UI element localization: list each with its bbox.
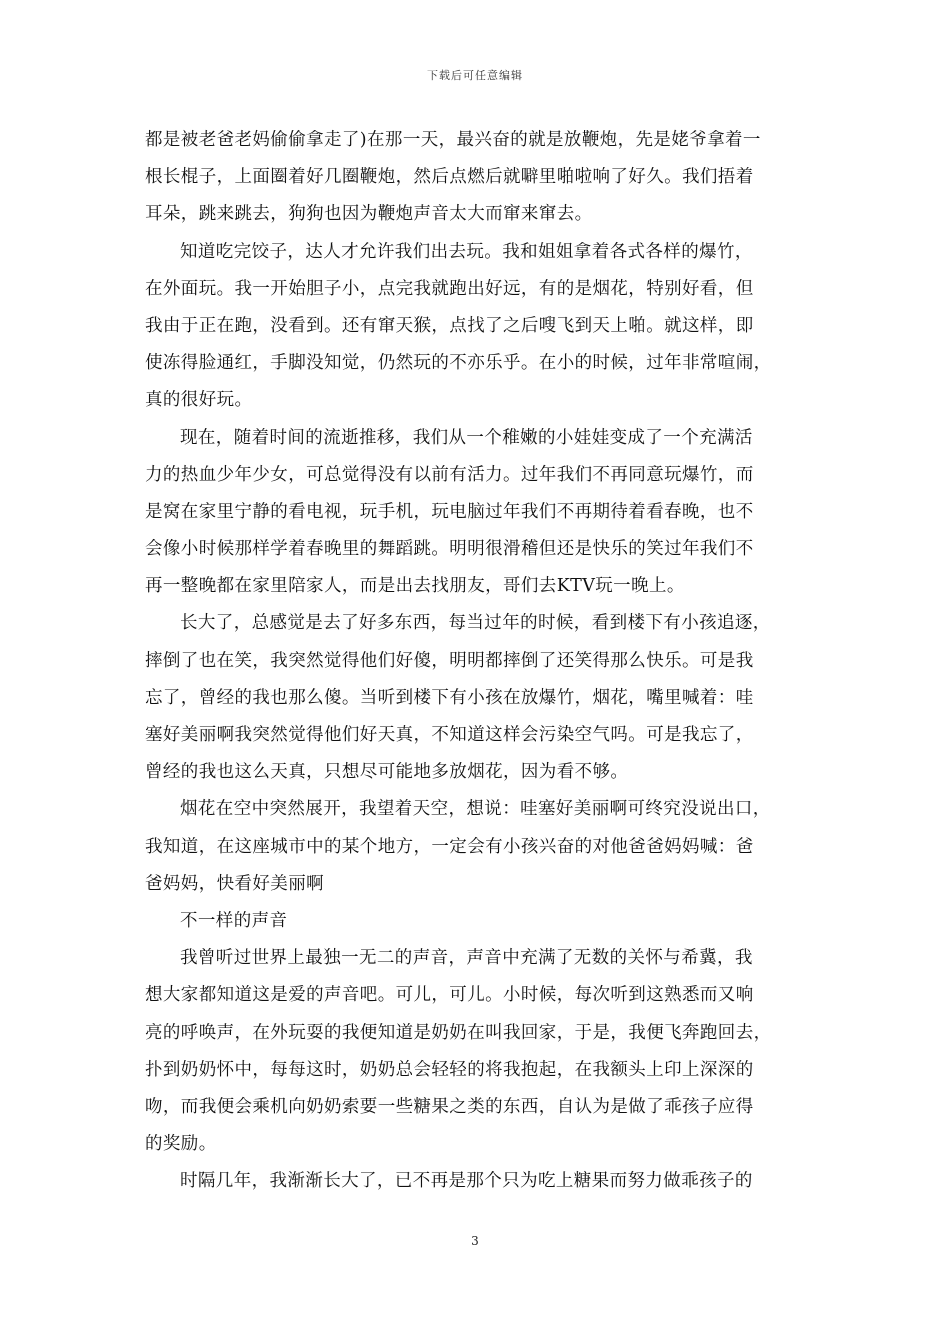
text-line: 吻，而我便会乘机向奶奶索要一些糖果之类的东西，自认为是做了乖孩子应得 <box>145 1096 754 1117</box>
page-number: 3 <box>471 1234 479 1248</box>
text-line: 现在，随着时间的流逝推移，我们从一个稚嫩的小娃娃变成了一个充满活 <box>180 427 753 448</box>
text-line: 力的热血少年少女，可总觉得没有以前有活力。过年我们不再同意玩爆竹，而 <box>145 464 754 485</box>
document-body <box>145 122 825 1200</box>
text-line: 亮的呼唤声，在外玩耍的我便知道是奶奶在叫我回家，于是，我便飞奔跑回去， <box>145 1022 772 1043</box>
text-line: 知道吃完饺子，达人才允许我们出去玩。我和姐姐拿着各式各样的爆竹， <box>180 241 753 262</box>
text-line: 耳朵，跳来跳去，狗狗也因为鞭炮声音太大而窜来窜去。 <box>145 204 593 225</box>
text-line: 曾经的我也这么天真，只想尽可能地多放烟花，因为看不够。 <box>145 762 629 783</box>
text-line: 使冻得脸通红，手脚没知觉，仍然玩的不亦乐乎。在小的时候，过年非常喧闹， <box>145 353 772 374</box>
text-line: 根长棍子，上面圈着好几圈鞭炮，然后点燃后就噼里啪啦响了好久。我们捂着 <box>145 167 754 188</box>
text-line: 我知道，在这座城市中的某个地方，一定会有小孩兴奋的对他爸爸妈妈喊：爸 <box>145 836 754 857</box>
text-line: 长大了，总感觉是去了好多东西，每当过年的时候，看到楼下有小孩追逐， <box>180 613 771 634</box>
text-line: 想大家都知道这是爱的声音吧。可儿，可儿。小时候，每次听到这熟悉而又响 <box>145 985 754 1006</box>
text-line: 忘了，曾经的我也那么傻。当听到楼下有小孩在放爆竹，烟花，嘴里喊着：哇 <box>145 687 754 708</box>
text-line: 我曾听过世界上最独一无二的声音，声音中充满了无数的关怀与希冀，我 <box>180 948 753 969</box>
text-line: 时隔几年，我渐渐长大了，已不再是那个只为吃上糖果而努力做乖孩子的 <box>180 1171 753 1192</box>
text-line: 会像小时候那样学着春晚里的舞蹈跳。明明很滑稽但还是快乐的笑过年我们不 <box>145 539 754 560</box>
text-line: 烟花在空中突然展开，我望着天空，想说：哇塞好美丽啊可终究没说出口， <box>180 799 771 820</box>
page-header: 下载后可任意编辑 <box>427 69 523 82</box>
text-line: 真的很好玩。 <box>145 390 253 411</box>
text-line: 扑到奶奶怀中，每每这时，奶奶总会轻轻的将我抱起，在我额头上印上深深的 <box>145 1059 754 1080</box>
text-line: 摔倒了也在笑，我突然觉得他们好傻，明明都摔倒了还笑得那么快乐。可是我 <box>145 650 754 671</box>
text-line: 都是被老爸老妈偷偷拿走了)在那一天，最兴奋的就是放鞭炮，先是姥爷拿着一 <box>145 130 761 150</box>
text-line: 我由于正在跑，没看到。还有窜天猴，点找了之后嗖飞到天上啪。就这样，即 <box>145 315 754 336</box>
text-line: 在外面玩。我一开始胆子小，点完我就跑出好远，有的是烟花，特别好看，但 <box>145 278 754 299</box>
text-line: 爸妈妈，快看好美丽啊 <box>145 873 324 894</box>
text-line: 再一整晚都在家里陪家人，而是出去找朋友，哥们去KTV玩一晚上。 <box>145 576 685 597</box>
text-line: 不一样的声音 <box>180 910 288 931</box>
text-line: 的奖励。 <box>145 1134 217 1155</box>
text-line: 塞好美丽啊我突然觉得他们好天真，不知道这样会污染空气吗。可是我忘了， <box>145 725 754 745</box>
text-line: 是窝在家里宁静的看电视，玩手机，玩电脑过年我们不再期待着看春晚，也不 <box>145 501 754 522</box>
